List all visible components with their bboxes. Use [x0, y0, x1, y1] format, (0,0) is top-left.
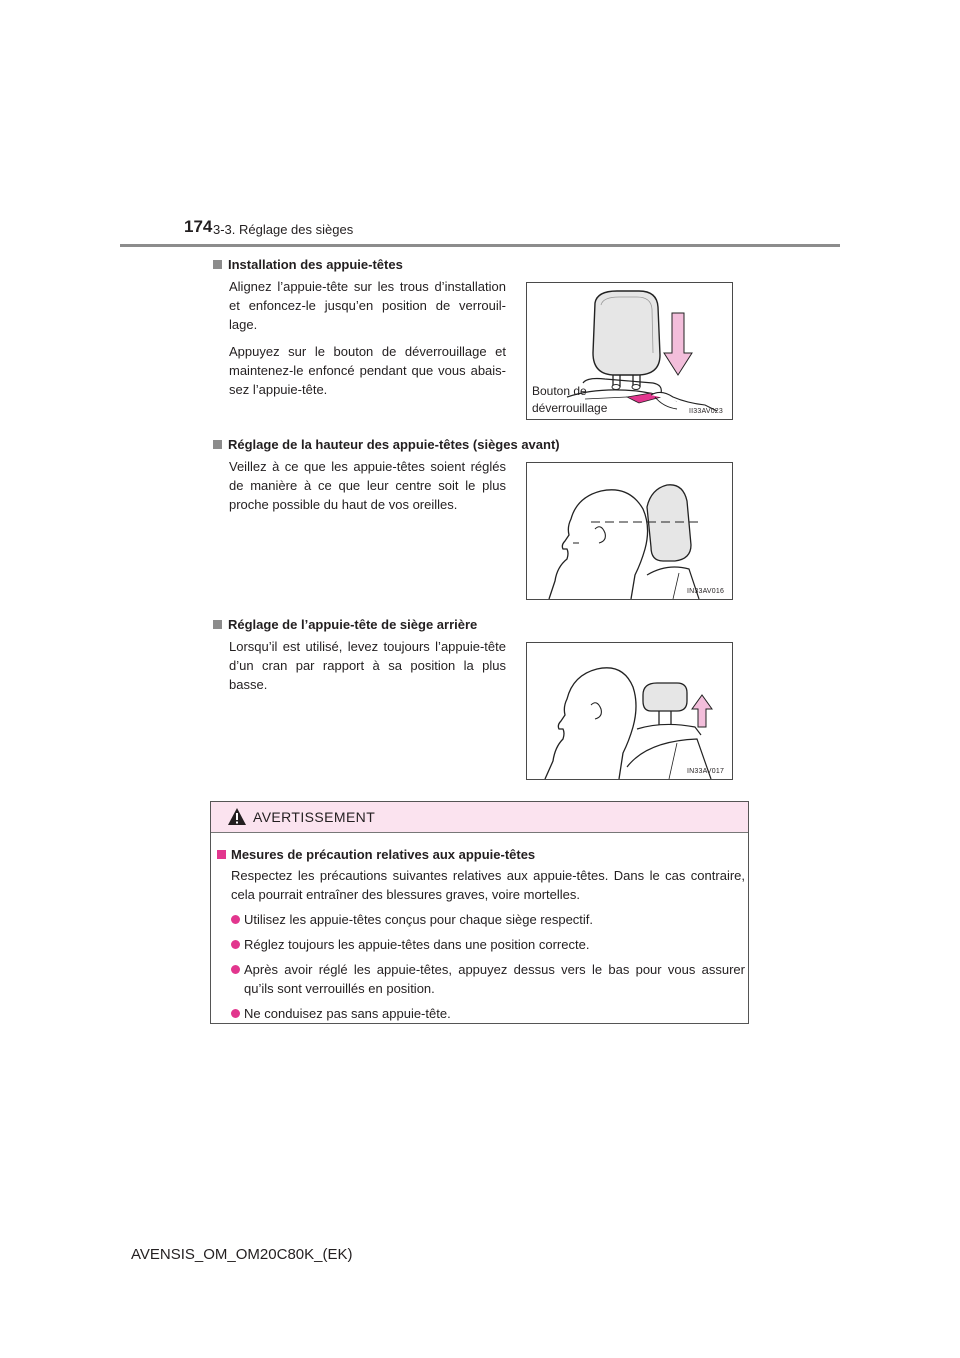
warning-bullet-text: Utilisez les appuie-têtes conçus pour chaque siège respectif.: [244, 912, 594, 927]
bullet-dot-icon: [231, 915, 240, 924]
warning-bullet-text: Réglez toujours les appuie-têtes dans une position correcte.: [244, 937, 590, 952]
warning-bullet: [231, 960, 745, 998]
figure-code: II33AV023: [689, 408, 723, 415]
paragraph: Lorsqu’il est utilisé, levez toujours l’appuie-tête d’un cran par rapport à sa position la plus basse.: [229, 639, 506, 692]
header-divider: [120, 244, 840, 247]
square-bullet-icon: [213, 440, 222, 449]
paragraph: Appuyez sur le bouton de déverrouillage et maintenez-le enfoncé pendant que vous abais-sez l’appuie-tête.: [229, 344, 506, 397]
warning-bullet: [231, 910, 745, 929]
warning-bullet: [231, 935, 745, 954]
bullet-dot-icon: [231, 940, 240, 949]
footer-document-code: AVENSIS_OM_OM20C80K_(EK): [131, 1246, 353, 1263]
warning-triangle-icon: [227, 807, 247, 826]
section-heading-text: Réglage de la hauteur des appuie-têtes (sièges avant): [228, 437, 560, 452]
callout-line: déverrouillage: [532, 401, 608, 415]
warning-bullet-text: Ne conduisez pas sans appuie-tête.: [244, 1006, 451, 1021]
section-text-height-adjust: [229, 457, 506, 522]
section-text-rear-headrest: [229, 637, 506, 702]
section-heading-text: Installation des appuie-têtes: [228, 257, 403, 272]
section-heading-installation: [213, 256, 403, 273]
warning-header: [211, 802, 748, 833]
section-text-installation: [229, 277, 506, 407]
section-heading-text: Réglage de l’appuie-tête de siège arrière: [228, 617, 478, 632]
paragraph: Alignez l’appuie-tête sur les trous d’installation et enfoncez-le jusqu’en position de verrouil-lage.: [229, 279, 506, 332]
square-bullet-icon: [213, 620, 222, 629]
figure-rear-headrest: [526, 642, 733, 780]
figure-front-headrest-height: [526, 462, 733, 600]
page-number: 174: [184, 217, 213, 236]
warning-intro: Respectez les précautions suivantes relatives aux appuie-têtes. Dans le cas contraire, cela pourrait entraîner des blessures graves, voire mortelles.: [231, 868, 745, 902]
warning-title: AVERTISSEMENT: [253, 809, 376, 825]
rear-headrest-illustration: [527, 643, 732, 779]
section-heading-height-adjust: [213, 436, 560, 453]
warning-body: [217, 846, 745, 1029]
section-heading-rear-headrest: [213, 616, 477, 633]
bullet-dot-icon: [231, 965, 240, 974]
bullet-dot-icon: [231, 1009, 240, 1018]
figure-code: IN33AV017: [687, 768, 725, 775]
warning-bullet: [231, 1004, 745, 1023]
paragraph: Veillez à ce que les appuie-têtes soient réglés de manière à ce que leur centre soit le plus proche possible du haut de vos oreilles.: [229, 459, 506, 512]
front-headrest-height-illustration: [527, 463, 732, 599]
warning-heading: [217, 846, 745, 863]
square-bullet-icon: [217, 850, 226, 859]
callout-line: Bouton de: [532, 384, 587, 398]
square-bullet-icon: [213, 260, 222, 269]
warning-box: [210, 801, 749, 1024]
callout-release-button: [532, 383, 607, 417]
warning-heading-text: Mesures de précaution relatives aux appuie-têtes: [231, 847, 536, 862]
section-title: 3-3. Réglage des sièges: [213, 222, 354, 237]
warning-bullet-text: Après avoir réglé les appuie-têtes, appuyez dessus vers le bas pour vous assurer qu’ils sont verrouillés en position.: [244, 962, 745, 996]
figure-headrest-installation: [526, 282, 733, 420]
figure-code: IN33AV016: [687, 588, 725, 595]
